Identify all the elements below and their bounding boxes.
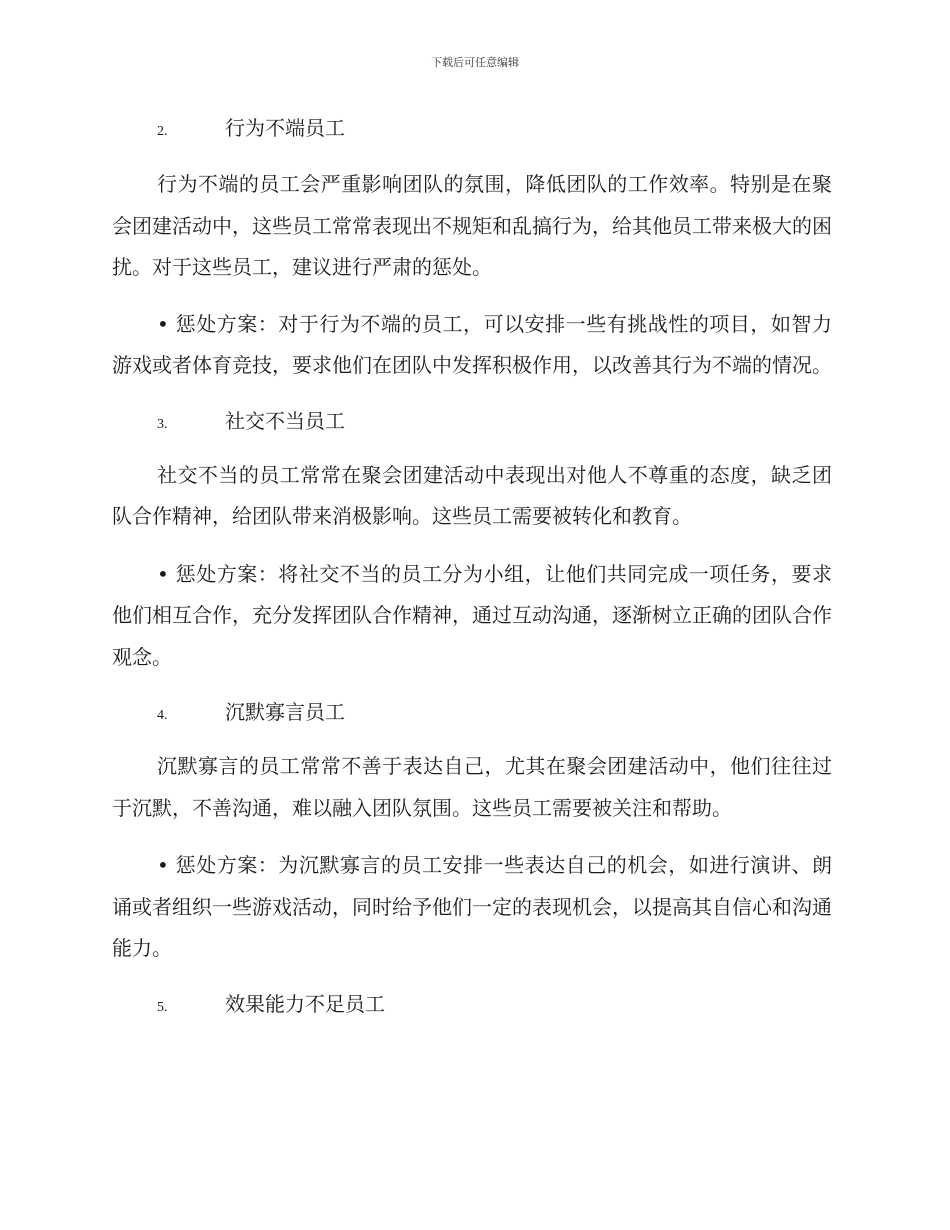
section-description: 沉默寡言的员工常常不善于表达自己，尤其在聚会团建活动中，他们往往过于沉默，不善沟通，难以融入团队氛围。这些员工需要被关注和帮助。 — [112, 754, 832, 820]
section-number: 4. — [157, 708, 168, 723]
section-plan: • 惩处方案：为沉默寡言的员工安排一些表达自己的机会，如进行演讲、朗诵或者组织一些游戏活动，同时给予他们一定的表现机会，以提高其自信心和沟通能力。 — [112, 853, 832, 960]
section-number: 5. — [157, 999, 168, 1015]
section-title: 沉默寡言员工 — [225, 700, 345, 724]
section-heading — [157, 696, 832, 728]
section-description: 行为不端的员工会严重影响团队的氛围，降低团队的工作效率。特别是在聚会团建活动中，这些员工常常表现出不规矩和乱搞行为，给其他员工带来极大的困扰。对于这些员工，建议进行严肃的惩处。 — [112, 172, 832, 279]
section-description: 社交不当的员工常常在聚会团建活动中表现出对他人不尊重的态度，缺乏团队合作精神，给团队带来消极影响。这些员工需要被转化和教育。 — [112, 462, 832, 528]
section-plan: • 惩处方案：对于行为不端的员工，可以安排一些有挑战性的项目，如智力游戏或者体育竞技，要求他们在团队中发挥积极作用，以改善其行为不端的情况。 — [112, 311, 832, 377]
section-plan: • 惩处方案：将社交不当的员工分为小组，让他们共同完成一项任务，要求他们相互合作，充分发挥团队合作精神，通过互动沟通，逐渐树立正确的团队合作观念。 — [112, 561, 832, 669]
section-title: 行为不端员工 — [225, 116, 345, 140]
document-body — [112, 112, 832, 1020]
section-heading — [157, 405, 832, 437]
section-title: 效果能力不足员工 — [225, 991, 385, 1016]
page-header: 下载后可任意编辑 — [431, 56, 519, 69]
section-title: 社交不当员工 — [225, 408, 345, 433]
section-number: 2. — [157, 124, 168, 139]
section-number: 3. — [157, 416, 168, 432]
section-heading — [157, 988, 832, 1020]
section-heading — [157, 112, 832, 144]
